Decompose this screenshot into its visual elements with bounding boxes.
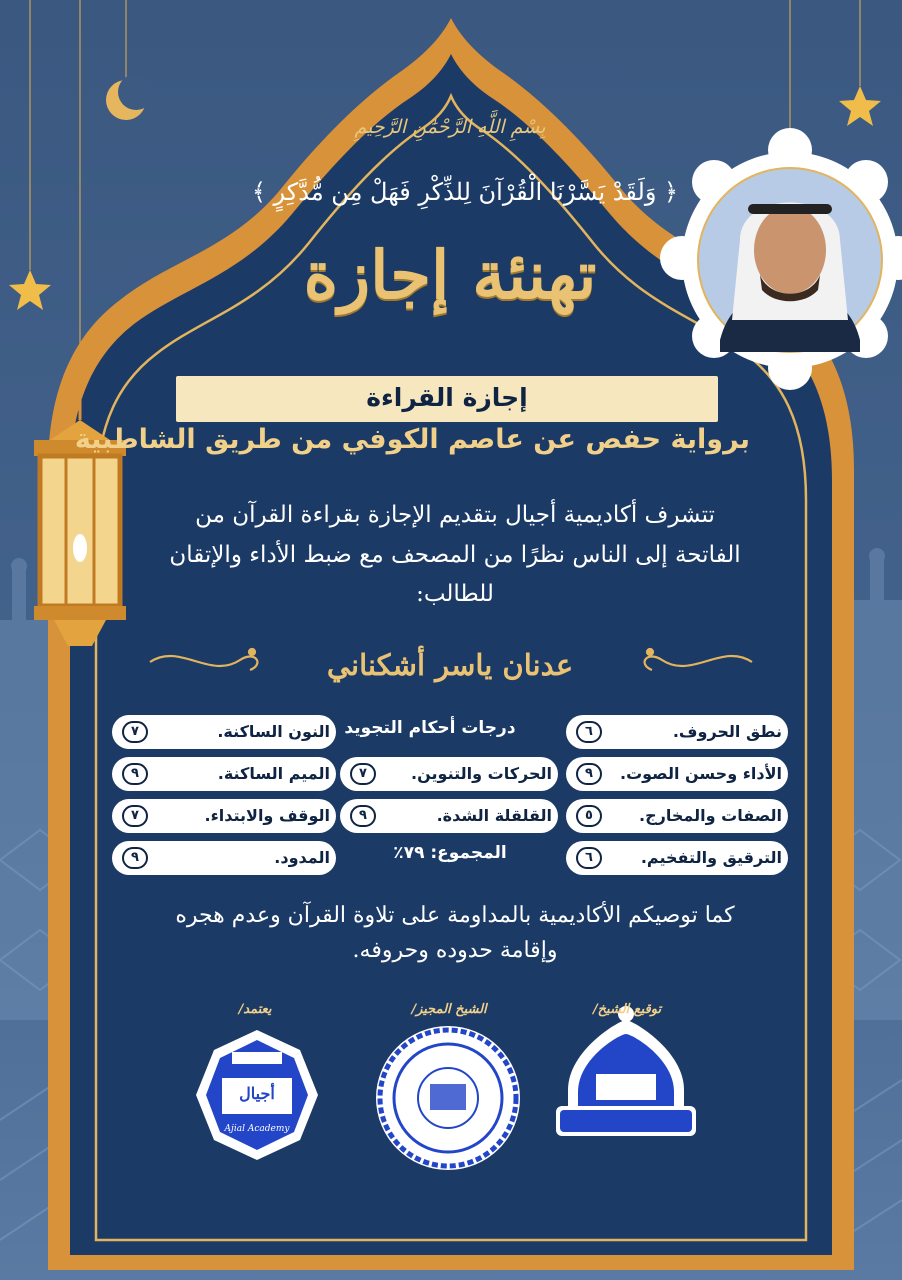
grade-score-badge: ٩ xyxy=(122,763,148,785)
grades-total: المجموع: ٧٩٪ xyxy=(393,843,507,863)
grade-score-badge: ٦ xyxy=(576,721,602,743)
grade-score-badge: ٧ xyxy=(122,721,148,743)
grades-title: درجات أحكام التجويد xyxy=(344,718,516,738)
grade-score-badge: ٩ xyxy=(576,763,602,785)
student-name: عدنان ياسر أشكناني xyxy=(326,648,574,682)
grade-score-badge: ٩ xyxy=(350,805,376,827)
grade-score-badge: ٥ xyxy=(576,805,602,827)
grade-score-badge: ٩ xyxy=(122,847,148,869)
grade-label: المدود. xyxy=(274,848,330,867)
grade-score-badge: ٦ xyxy=(576,847,602,869)
basmala: بِسْمِ اللَّهِ الرَّحْمَٰنِ الرَّحِيمِ xyxy=(354,116,546,138)
grade-score-badge: ٧ xyxy=(122,805,148,827)
sheikh-signature-label: الشيخ المجيز/ xyxy=(411,1002,487,1017)
grade-label: الأداء وحسن الصوت. xyxy=(619,764,782,783)
sheikh-stamp-seal xyxy=(376,1026,520,1170)
academy-logo-arabic: أجيال xyxy=(239,1084,275,1103)
quran-verse: ﴿ وَلَقَدْ يَسَّرْنَا الْقُرْآنَ لِلذِّكْرِ فَهَلْ مِن مُّدَّكِرٍ ﴾ xyxy=(251,178,679,206)
grade-label: النون الساكنة. xyxy=(217,722,330,741)
academy-logo-text: Ajial Academy xyxy=(224,1124,290,1134)
grade-label: القلقلة الشدة. xyxy=(436,806,552,825)
star-icon xyxy=(9,270,51,310)
grade-label: الميم الساكنة. xyxy=(217,764,330,783)
grade-label: الصفات والمخارج. xyxy=(639,806,782,825)
star-icon xyxy=(839,86,881,126)
closing-paragraph: كما توصيكم الأكاديمية بالمداومة على تلاوة القرآن وعدم هجره وإقامة حدوده وحروفه. xyxy=(175,903,735,964)
grade-label: الحركات والتنوين. xyxy=(411,764,552,783)
grade-label: نطق الحروف. xyxy=(672,722,782,741)
teacher-signature-label: توقيع الشيخ/ xyxy=(592,1002,662,1017)
crescent-moon-icon xyxy=(106,74,154,120)
approved-label: يعتمد/ xyxy=(238,1002,272,1017)
grade-score-badge: ٧ xyxy=(350,763,376,785)
ijaza-title: إجازة القراءة xyxy=(366,383,528,412)
grade-label: الترقيق والتفخيم. xyxy=(640,848,782,867)
intro-paragraph: تتشرف أكاديمية أجيال بتقديم الإجازة بقراءة القرآن من الفاتحة إلى الناس نظرًا من المصحف مع ضبط الأداء والإتقان للطالب: xyxy=(169,502,741,608)
grade-label: الوقف والابتداء. xyxy=(204,806,330,825)
page-title: تهنئة إجازة xyxy=(303,236,597,314)
riwaya-subtitle: برواية حفص عن عاصم الكوفي من طريق الشاطبية xyxy=(74,424,750,455)
